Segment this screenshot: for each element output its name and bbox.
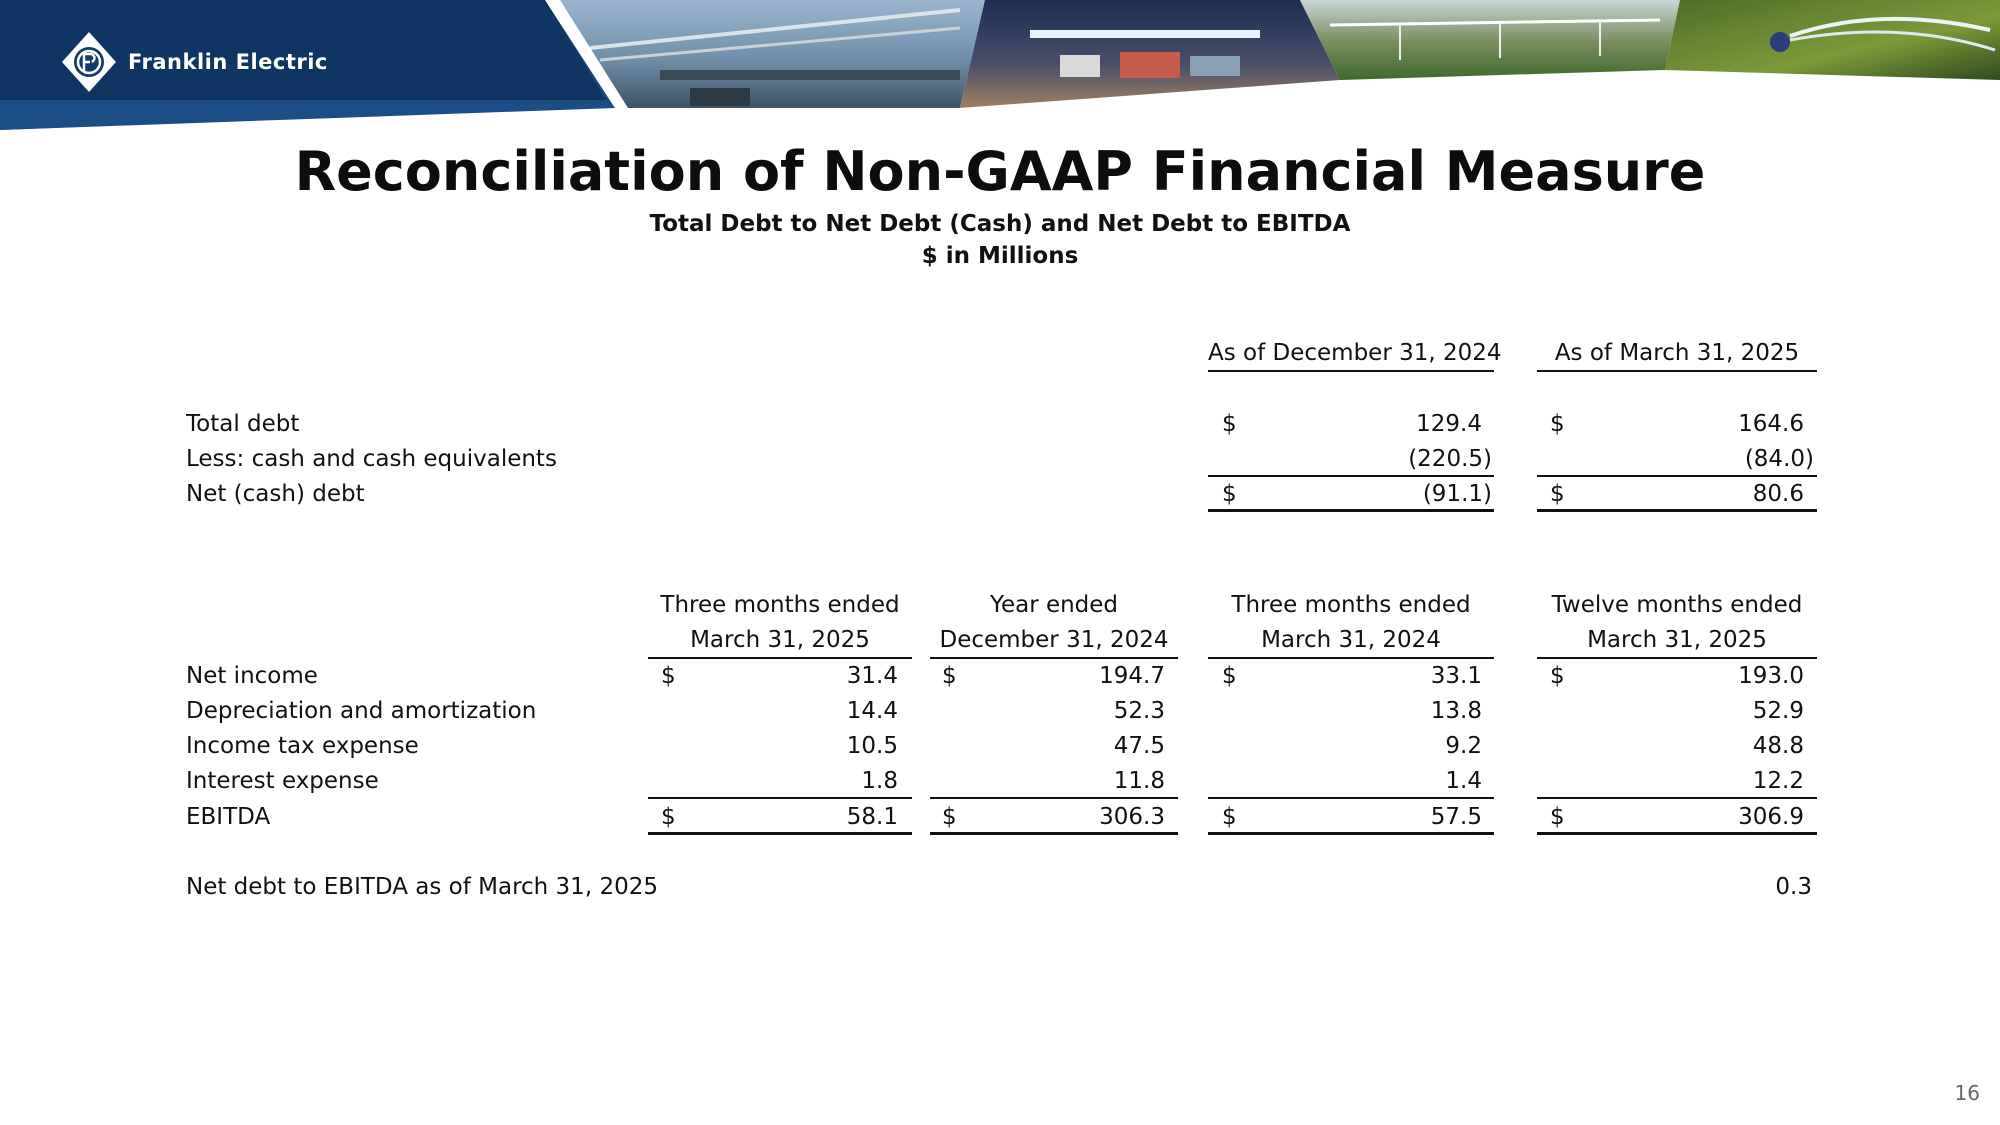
value-net-debt-dec-2024: (91.1) <box>1422 481 1492 507</box>
header-underline <box>1537 657 1817 659</box>
header-underline <box>1537 370 1817 372</box>
ebitda-header-col4-line2: March 31, 2025 <box>1587 627 1767 653</box>
value-net-debt-mar-2025: 80.6 <box>1752 481 1804 507</box>
ebitda-header-col2-line1: Year ended <box>989 592 1119 618</box>
units-label: $ in Millions <box>921 243 1079 269</box>
value-da-col1: 14.4 <box>846 698 898 724</box>
fuel-station-photo <box>960 0 1340 108</box>
page-subtitle: Total Debt to Net Debt (Cash) and Net Debt to EBITDA <box>649 211 1351 237</box>
dollar-sign: $ <box>1550 481 1565 507</box>
value-net-income-col2: 194.7 <box>1099 663 1165 689</box>
value-net-income-col3: 33.1 <box>1430 663 1482 689</box>
header-underline <box>1208 657 1494 659</box>
header-underline <box>648 657 912 659</box>
ratio-value: 0.3 <box>1775 874 1812 900</box>
value-net-income-col4: 193.0 <box>1738 663 1804 689</box>
value-ebitda-col3: 57.5 <box>1430 804 1482 830</box>
subtotal-rule <box>1208 475 1494 477</box>
value-da-col3: 13.8 <box>1430 698 1482 724</box>
header-underline <box>930 657 1178 659</box>
irrigation-photo <box>1300 0 1680 80</box>
value-tax-col1: 10.5 <box>846 733 898 759</box>
row-label-interest: Interest expense <box>186 768 379 794</box>
value-ebitda-col4: 306.9 <box>1738 804 1804 830</box>
value-da-col4: 52.9 <box>1752 698 1804 724</box>
dollar-sign: $ <box>1222 481 1237 507</box>
row-label-income-tax: Income tax expense <box>186 733 419 759</box>
value-net-income-col1: 31.4 <box>846 663 898 689</box>
dollar-sign: $ <box>942 663 957 689</box>
value-interest-col4: 12.2 <box>1752 768 1804 794</box>
value-tax-col4: 48.8 <box>1752 733 1804 759</box>
sprinkler-photo <box>1665 0 2000 80</box>
value-cash-dec-2024: (220.5) <box>1408 446 1492 472</box>
page-number: 16 <box>1954 1081 1980 1105</box>
total-rule <box>1208 509 1494 512</box>
ebitda-header-col2-line2: December 31, 2024 <box>939 627 1169 653</box>
total-rule <box>648 832 912 835</box>
row-label-total-debt: Total debt <box>186 411 300 437</box>
dollar-sign: $ <box>1222 663 1237 689</box>
logo-text: Franklin Electric <box>128 50 328 74</box>
subtotal-rule <box>1537 475 1817 477</box>
franklin-logo-icon <box>60 30 118 94</box>
row-label-net-debt: Net (cash) debt <box>186 481 365 507</box>
subtotal-rule <box>1537 797 1817 799</box>
header-underline <box>1208 370 1494 372</box>
dollar-sign: $ <box>1222 411 1237 437</box>
company-logo <box>60 30 328 94</box>
value-tax-col2: 47.5 <box>1113 733 1165 759</box>
ratio-label: Net debt to EBITDA as of March 31, 2025 <box>186 874 658 900</box>
dollar-sign: $ <box>1550 411 1565 437</box>
value-cash-mar-2025: (84.0) <box>1744 446 1814 472</box>
ebitda-header-col1-line2: March 31, 2025 <box>690 627 870 653</box>
total-rule <box>1537 509 1817 512</box>
value-da-col2: 52.3 <box>1113 698 1165 724</box>
value-interest-col1: 1.8 <box>861 768 898 794</box>
dollar-sign: $ <box>661 663 676 689</box>
value-ebitda-col2: 306.3 <box>1099 804 1165 830</box>
debt-header-dec-2024: As of December 31, 2024 <box>1208 340 1502 366</box>
total-rule <box>1537 832 1817 835</box>
row-label-ebitda: EBITDA <box>186 804 271 830</box>
ebitda-header-col4-line1: Twelve months ended <box>1551 592 1803 618</box>
dollar-sign: $ <box>1550 663 1565 689</box>
dollar-sign: $ <box>1222 804 1237 830</box>
subtotal-rule <box>930 797 1178 799</box>
value-interest-col3: 1.4 <box>1445 768 1482 794</box>
value-ebitda-col1: 58.1 <box>846 804 898 830</box>
page-title: Reconciliation of Non-GAAP Financial Measure <box>294 140 1706 203</box>
subtotal-rule <box>1208 797 1494 799</box>
row-label-cash: Less: cash and cash equivalents <box>186 446 557 472</box>
ebitda-header-col3-line1: Three months ended <box>1231 592 1471 618</box>
water-treatment-photo <box>560 0 985 108</box>
value-total-debt-dec-2024: 129.4 <box>1416 411 1482 437</box>
dollar-sign: $ <box>661 804 676 830</box>
row-label-depreciation: Depreciation and amortization <box>186 698 537 724</box>
subtotal-rule <box>648 797 912 799</box>
ebitda-header-col1-line1: Three months ended <box>660 592 900 618</box>
dollar-sign: $ <box>1550 804 1565 830</box>
row-label-net-income: Net income <box>186 663 318 689</box>
value-total-debt-mar-2025: 164.6 <box>1738 411 1804 437</box>
dollar-sign: $ <box>942 804 957 830</box>
header-banner <box>0 0 2000 130</box>
total-rule <box>1208 832 1494 835</box>
value-tax-col3: 9.2 <box>1445 733 1482 759</box>
value-interest-col2: 11.8 <box>1113 768 1165 794</box>
debt-header-mar-2025: As of March 31, 2025 <box>1554 340 1800 366</box>
ebitda-header-col3-line2: March 31, 2024 <box>1261 627 1441 653</box>
total-rule <box>930 832 1178 835</box>
